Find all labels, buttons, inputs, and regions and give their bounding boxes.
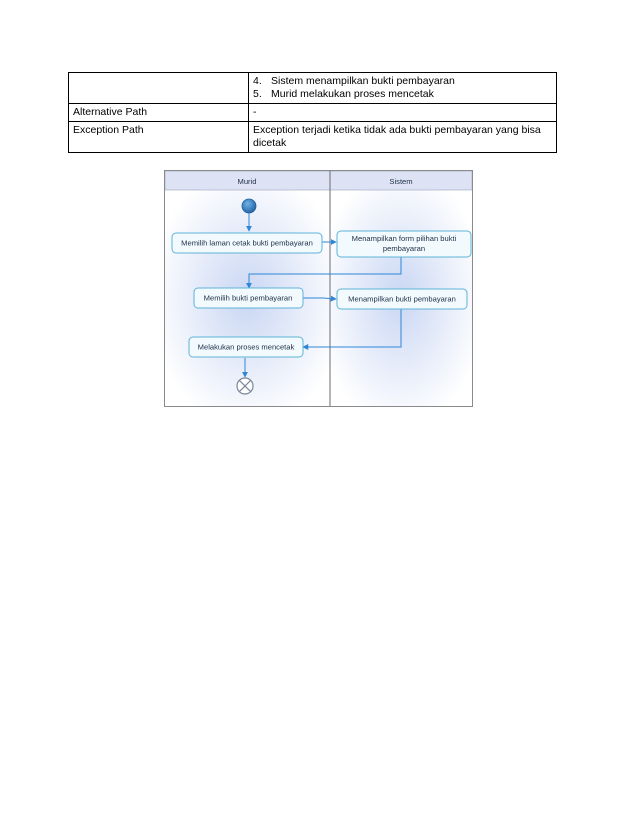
activity-diagram [164,170,473,407]
list-item [253,88,552,101]
activity-label-line2: pembayaran [382,244,426,253]
row-label-alternative-path: Alternative Path [69,104,249,122]
lane-title-sistem: Sistem [389,177,413,186]
activity-label: Memilih laman cetak bukti pembayaran [181,238,313,248]
step-text: Murid melakukan proses mencetak [271,88,434,100]
step-number: 5. [253,88,262,100]
activity-diagram-canvas [165,171,472,406]
end-node-icon [237,378,253,394]
usecase-table [68,72,557,153]
row-label-empty [69,73,249,104]
table-row [69,73,557,104]
lane-title-murid: Murid [237,177,257,186]
start-node-icon [242,199,256,213]
list-item [253,75,552,88]
activity-label: Menampilkan bukti pembayaran [348,294,456,304]
steps-list [253,75,552,101]
step-text: Sistem menampilkan bukti pembayaran [271,75,455,87]
activity-label-line1: Menampilkan form pilihan bukti [351,234,457,243]
row-label-exception-path: Exception Path [69,122,249,153]
activity-label: Melakukan proses mencetak [197,342,295,352]
step-number: 4. [253,75,262,87]
table-row [69,104,557,122]
table-row [69,122,557,153]
alternative-path-value: - [249,104,557,122]
exception-path-value: Exception terjadi ketika tidak ada bukti pembayaran yang bisa dicetak [249,122,557,153]
main-flow-steps-cell [249,73,557,104]
activity-label: Memilih bukti pembayaran [203,293,293,303]
